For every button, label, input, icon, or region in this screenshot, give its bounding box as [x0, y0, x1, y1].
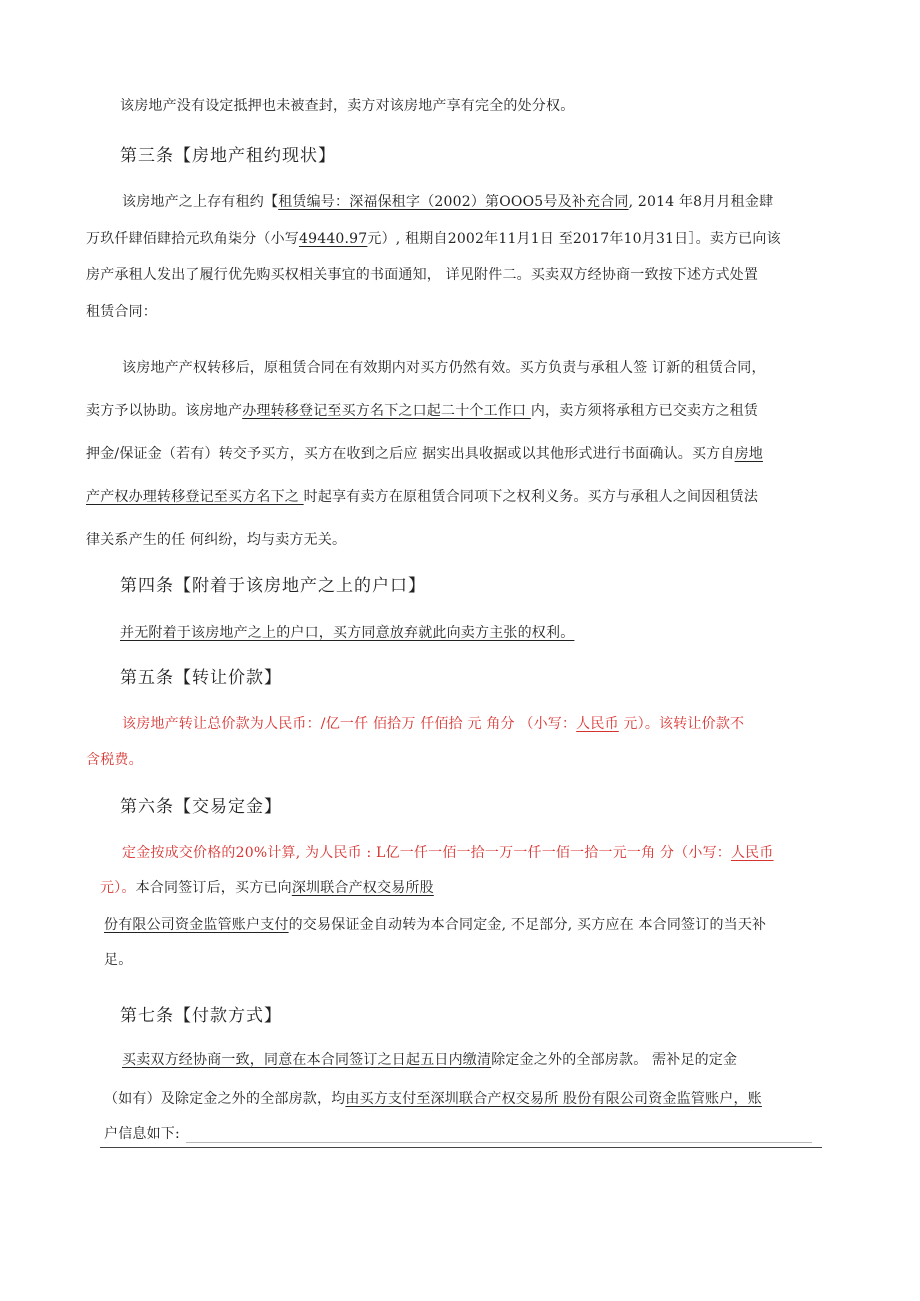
- art5-line-1: [122, 714, 744, 734]
- art6-text: 元）。: [100, 880, 136, 896]
- art3-paragraph-1-line-2: [86, 229, 781, 249]
- exchange-name: 深圳联合产权交易所股: [291, 880, 434, 896]
- art3-paragraph-2-line-4: [86, 487, 758, 507]
- art3-paragraph-1-line-4: 租赁合同：: [86, 304, 157, 320]
- art3-paragraph-2-line-1: 该房地产产权转移后，原租赁合同在有效期内对买方仍然有效。买方负责与承租人签 订新的租赁合同，: [122, 360, 766, 376]
- payment-account: 由买方支付至深圳联合产权交易所 股份有限公司资金监管账户，账: [345, 1091, 762, 1107]
- art3-text: 时起享有卖方在原租赁合同项下之权利义务。买方与承租人之间因租赁法: [303, 489, 759, 505]
- art3-text: 卖方予以协助。该房地产: [86, 403, 243, 419]
- art6-line-4: 足。: [104, 952, 133, 968]
- rent-amount: 49440.97: [299, 231, 368, 247]
- fill-in-line: [186, 1142, 812, 1143]
- art4-paragraph: 并无附着于该房地产之上的户口，买方同意放弃就此向卖方主张的权利。: [120, 625, 575, 641]
- art6-line-2: [100, 878, 434, 898]
- art6-text: 本合同签订后，买方已向: [135, 880, 292, 896]
- art3-paragraph-1-line-3: 房产承租人发出了履行优先购买权相关事宜的书面通知， 详见附件二。买卖双方经协商一致按下述方式处置: [86, 267, 759, 283]
- payment-deadline: 买卖双方经协商一致，同意在本合同签订之日起五日内缴清: [122, 1052, 492, 1068]
- art3-text: 该房地产之上存有租约【: [122, 194, 279, 210]
- art6-text: 的交易保证金自动转为本合同定金, 不足部分, 买方应在 本合同签订的当天补: [288, 917, 767, 933]
- art3-text: 押金/保证金（若有）转交予买方，买方在收到之后应 据实出具收据或以其他形式进行书面确认。买方自: [86, 446, 735, 462]
- article-7-heading: 第七条【付款方式】: [120, 1006, 282, 1026]
- art3-underlined-text: 房地: [734, 446, 763, 462]
- art3-underlined-text: 产产权办理转移登记至买方名下之: [86, 489, 304, 505]
- lease-number: 租赁编号：深福保租字（2002）第OOO5号及补充合同: [278, 194, 629, 210]
- article-3-heading: 第三条【房地产租约现状】: [120, 146, 336, 166]
- art6-line-3: [104, 915, 766, 935]
- art5-line-2: 含税费。: [86, 752, 143, 768]
- art7-line-3: 户信息如下:: [104, 1126, 180, 1142]
- deposit-currency: 人民币: [730, 845, 774, 861]
- article-5-heading: 第五条【转让价款】: [120, 668, 282, 688]
- art5-text: 元）。该转让价款不: [618, 716, 745, 732]
- article-4-heading: 第四条【附着于该房地产之上的户口】: [120, 576, 426, 596]
- art3-paragraph-2-line-2: [86, 401, 758, 421]
- article-6-heading: 第六条【交易定金】: [120, 797, 282, 817]
- art7-text: （如有）及除定金之外的全部房款，均: [104, 1091, 346, 1107]
- art3-paragraph-2-line-5: 律关系产生的任 何纠纷，均与卖方无关。: [86, 532, 347, 548]
- art5-text: 该房地产转让总价款为人民币：/亿一仟 佰拾万 仟佰拾 元 角分 （小写：: [122, 716, 577, 732]
- intro-paragraph: 该房地产没有设定抵押也未被查封，卖方对该房地产享有完全的处分权。: [120, 98, 575, 114]
- art7-line-2: [104, 1089, 762, 1109]
- art3-paragraph-2-line-3: [86, 444, 763, 464]
- art3-text: , 2014 年8月月租金肆: [628, 194, 774, 210]
- price-currency: 人民币: [576, 716, 619, 732]
- art3-text: 元）, 租期自2002年11月1日 至2017年10月31日］。卖方已向该: [367, 231, 781, 247]
- art6-line-1: [122, 843, 774, 863]
- transfer-deadline: 办理转移登记至买方名下之口起二十个工作口: [242, 403, 531, 419]
- art3-paragraph-1-line-1: [122, 192, 773, 212]
- art3-text: 万玖仟肆佰肆拾元玖角柒分（小写: [86, 231, 299, 247]
- art7-text: 除定金之外的全部房款。 需补足的定金: [491, 1052, 738, 1068]
- art7-line-1: [122, 1050, 737, 1070]
- bottom-rule: [100, 1147, 822, 1148]
- art6-text: 定金按成交价格的20%计算, 为人民币 : L亿一仟一佰一拾一万一仟一佰一拾一元一角 分（小写：: [122, 845, 731, 861]
- supervision-account: 份有限公司资金监管账户支付: [104, 917, 289, 933]
- art3-text: 内，卖方须将承租方已交卖方之租赁: [530, 403, 759, 419]
